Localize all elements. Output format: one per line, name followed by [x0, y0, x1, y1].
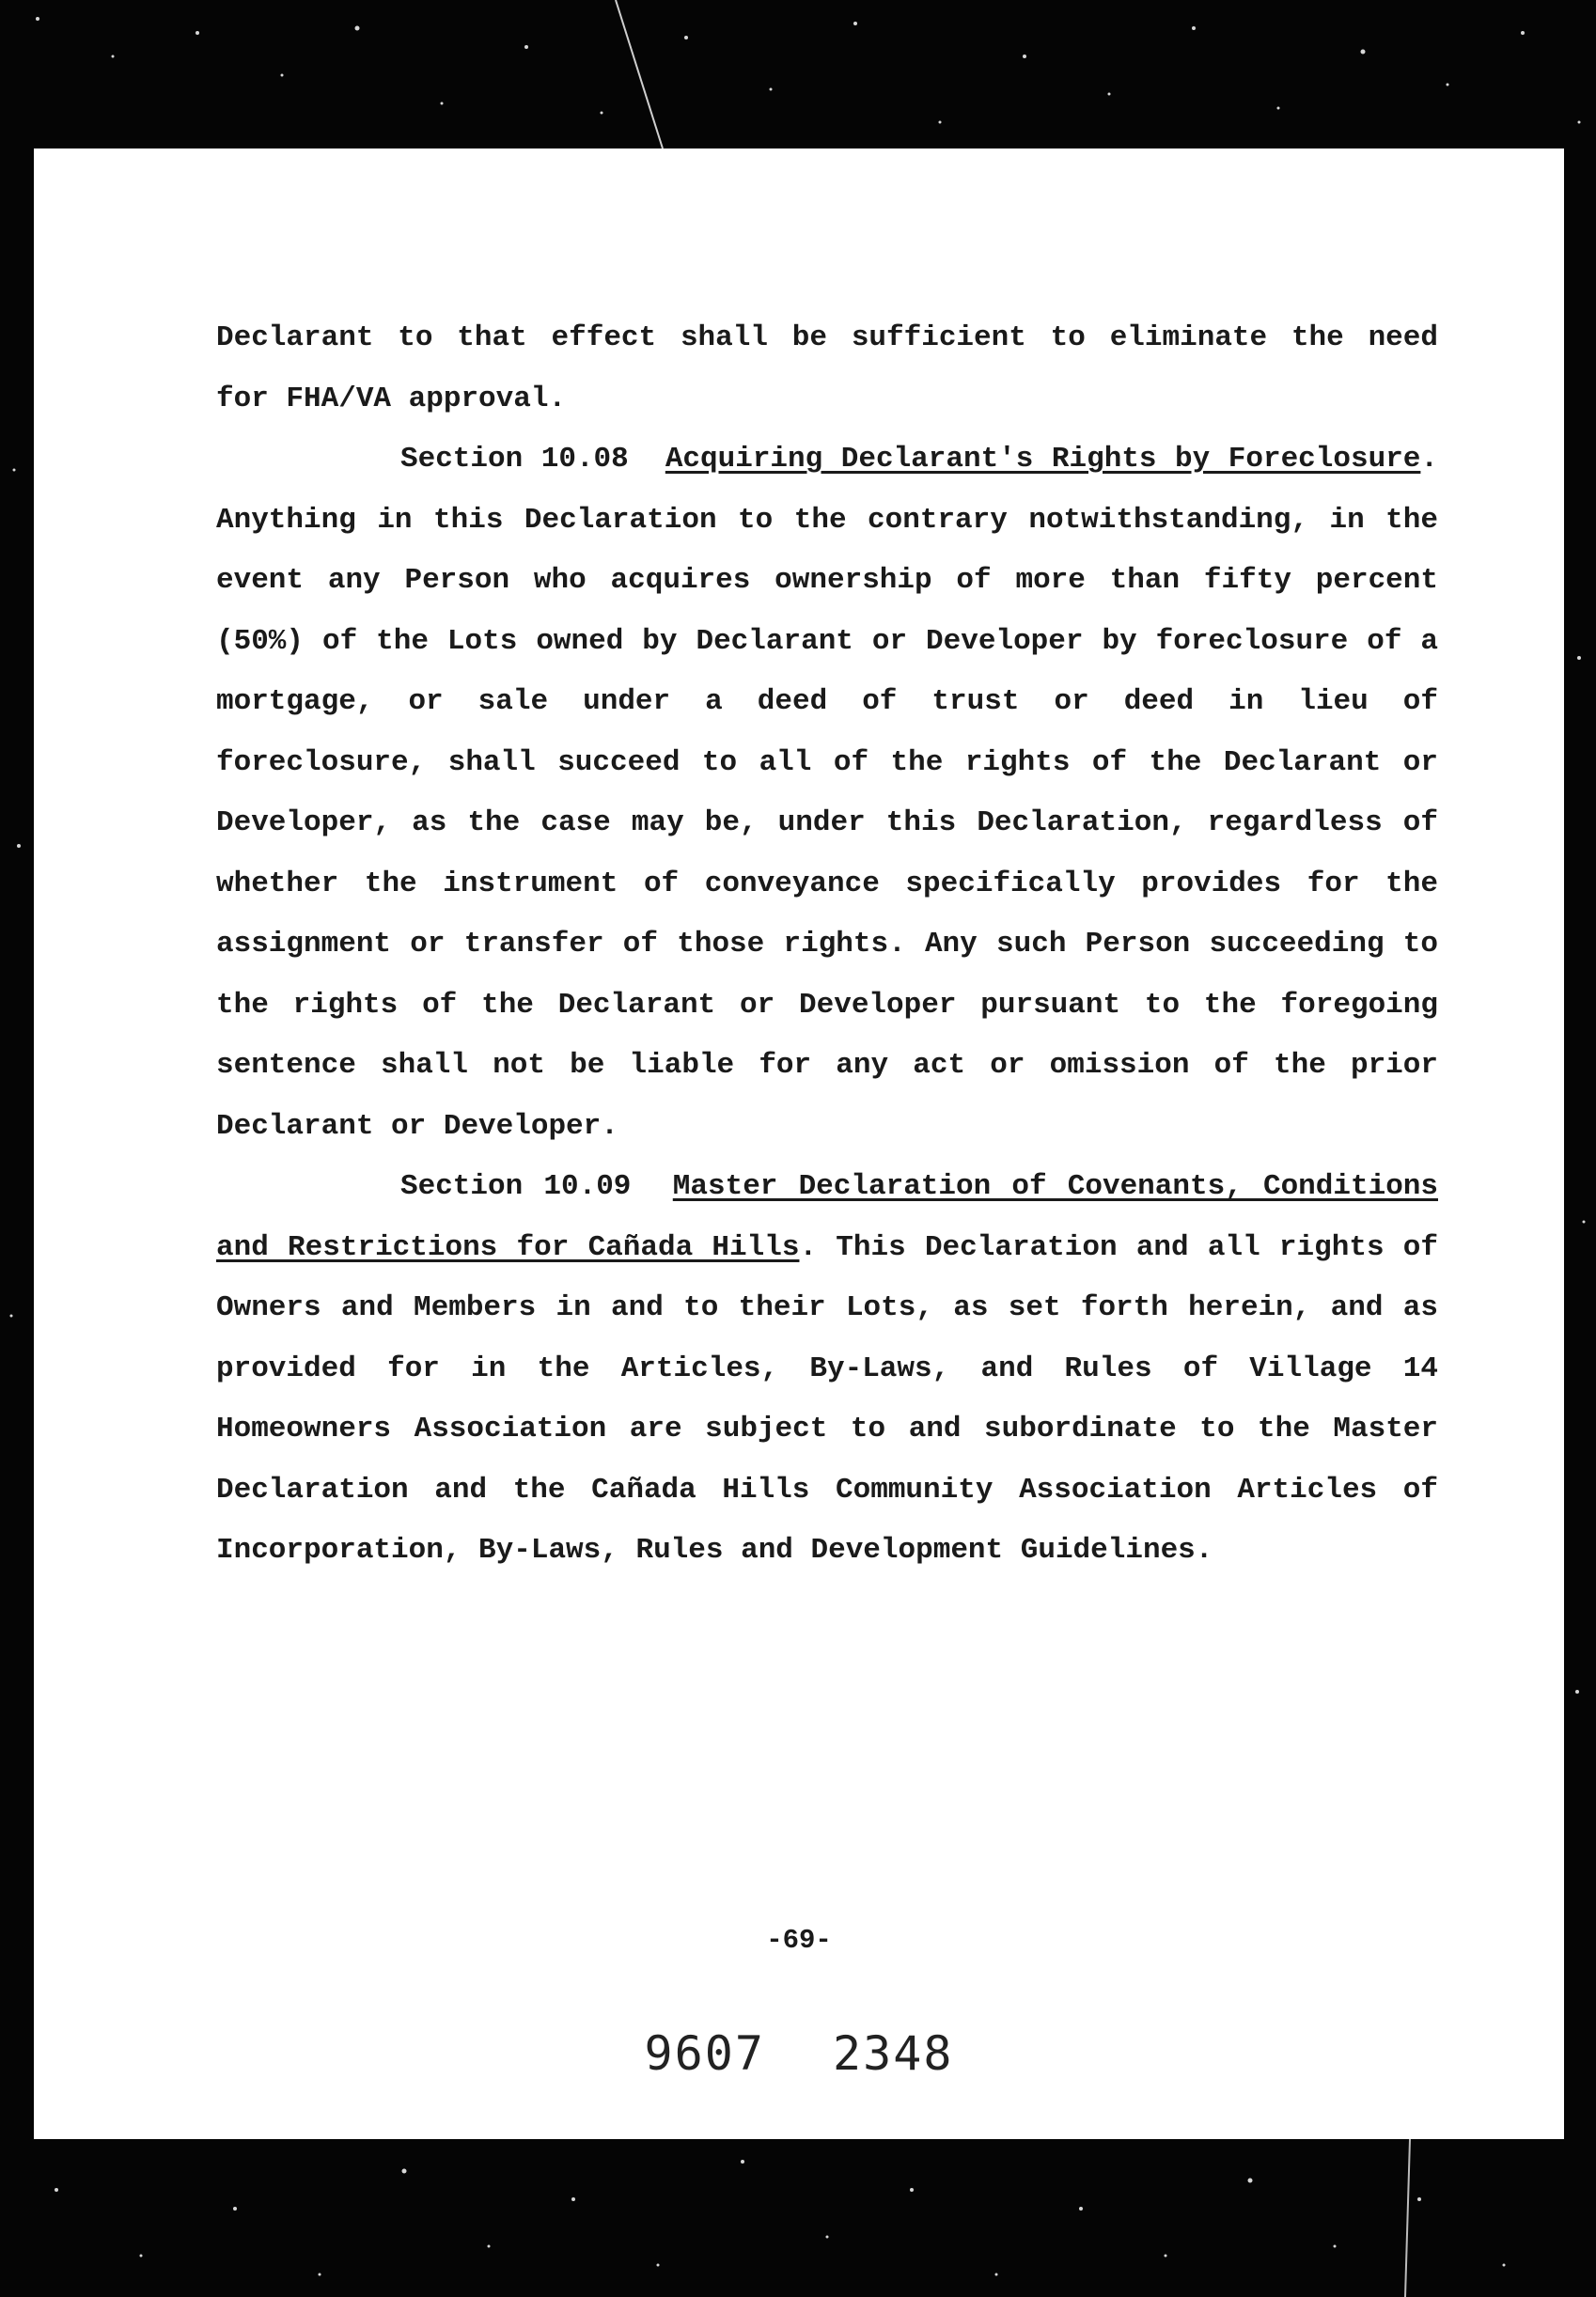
continuation-paragraph	[216, 308, 1438, 430]
section-10-09-paragraph	[216, 1157, 1438, 1582]
section-heading: Acquiring Declarant's Rights by Foreclosure	[665, 443, 1421, 476]
document-body	[216, 308, 1438, 1582]
section-heading: Master Declaration of Covenants, Conditions and Restrictions for Cañada Hills	[216, 1170, 1438, 1264]
section-label: Section 10.09	[400, 1170, 632, 1203]
section-10-08-paragraph	[216, 430, 1438, 1157]
paragraph-text: . Anything in this Declaration to the contrary notwithstanding, in the event any Person who acquires ownership of more than fifty percent (50%) of the Lots owned by Declarant or Developer by foreclosure of a mortgage, or sale under a deed of trust or deed in lieu of foreclosure, shall succeed to all of the rights of the Declarant or Developer, as the case may be, under this Declaration, regardless of whether the instrument of conveyance specifically provides for the assignment or transfer of those rights. Any such Person succeeding to the rights of the Declarant or Developer pursuant to the foregoing sentence shall not be liable for any act or omission of the prior Declarant or Developer.	[216, 443, 1439, 1143]
recording-stamp: 9607 2348	[644, 2026, 954, 2081]
paragraph-text: . This Declaration and all rights of Owners and Members in and to their Lots, as set forth herein, and as provided for in the Articles, By-Laws, and Rules of Village 14 Homeowners Association are subject to and subordinate to the Master Declaration and the Cañada Hills Community Association Articles of Incorporation, By-Laws, Rules and Development Guidelines.	[216, 1230, 1438, 1567]
paragraph-text: Declarant to that effect shall be sufficient to eliminate the need for FHA/VA approval.	[216, 321, 1438, 415]
section-label: Section 10.08	[400, 443, 629, 476]
document-page	[34, 148, 1564, 2139]
page-number: -69-	[766, 1925, 832, 1956]
